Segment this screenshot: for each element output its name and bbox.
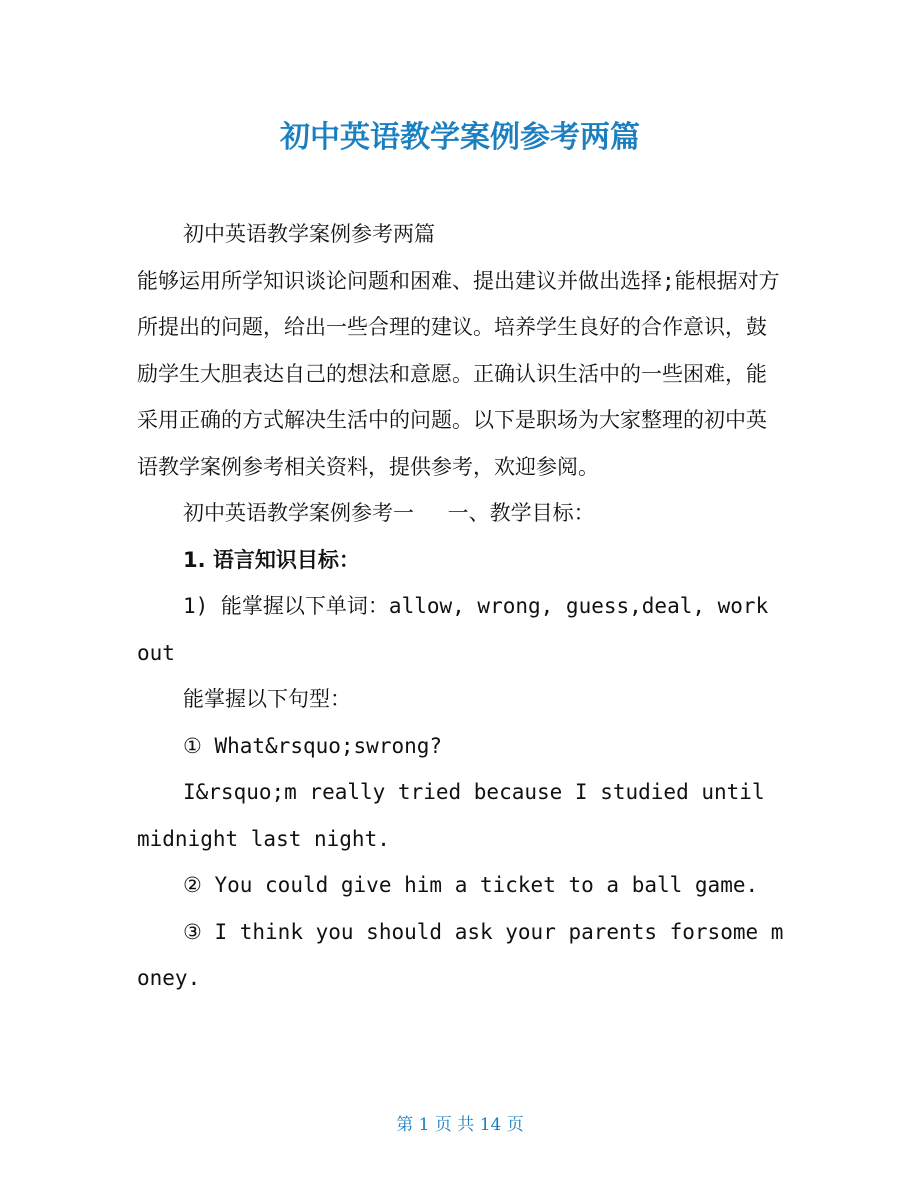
paragraph-sentence-patterns: 能掌握以下句型： (183, 687, 351, 711)
paragraph-pattern-1-answer: I&rsquo;m really tried because I studied until midnight last night. (137, 780, 765, 851)
paragraph-pattern-2: ② You could give him a ticket to a ball game. (183, 873, 759, 897)
page-footer (0, 1112, 920, 1138)
paragraph-pattern-1: ① What&rsquo;swrong? (183, 733, 443, 758)
paragraph-subtitle: 初中英语教学案例参考两篇 (183, 222, 435, 246)
paragraph-pattern-3: ③ I think you should ask your parents forsome money. (137, 919, 784, 990)
document-body (137, 211, 787, 1002)
paragraph-language-goal: 1. 语言知识目标： (183, 547, 360, 572)
paragraph-vocabulary: 1) 能掌握以下单词：allow, wrong, guess,deal, work out (137, 594, 769, 665)
paragraph-case-one-heading: 初中英语教学案例参考一 一、教学目标： (183, 501, 595, 525)
document-title: 初中英语教学案例参考两篇 (280, 120, 640, 155)
paragraph-intro: 能够运用所学知识谈论问题和困难、提出建议并做出选择;能根据对方所提出的问题，给出一些合理的建议。培养学生良好的合作意识，鼓励学生大胆表达自己的想法和意愿。正确认识生活中的一些困难，能采用正确的方式解决生活中的问题。以下是职场为大家整理的初中英语教学案例参考相关资料，提供参考，欢迎参阅。 (137, 268, 780, 479)
page-number-label: 第 1 页 共 14 页 (396, 1115, 524, 1135)
